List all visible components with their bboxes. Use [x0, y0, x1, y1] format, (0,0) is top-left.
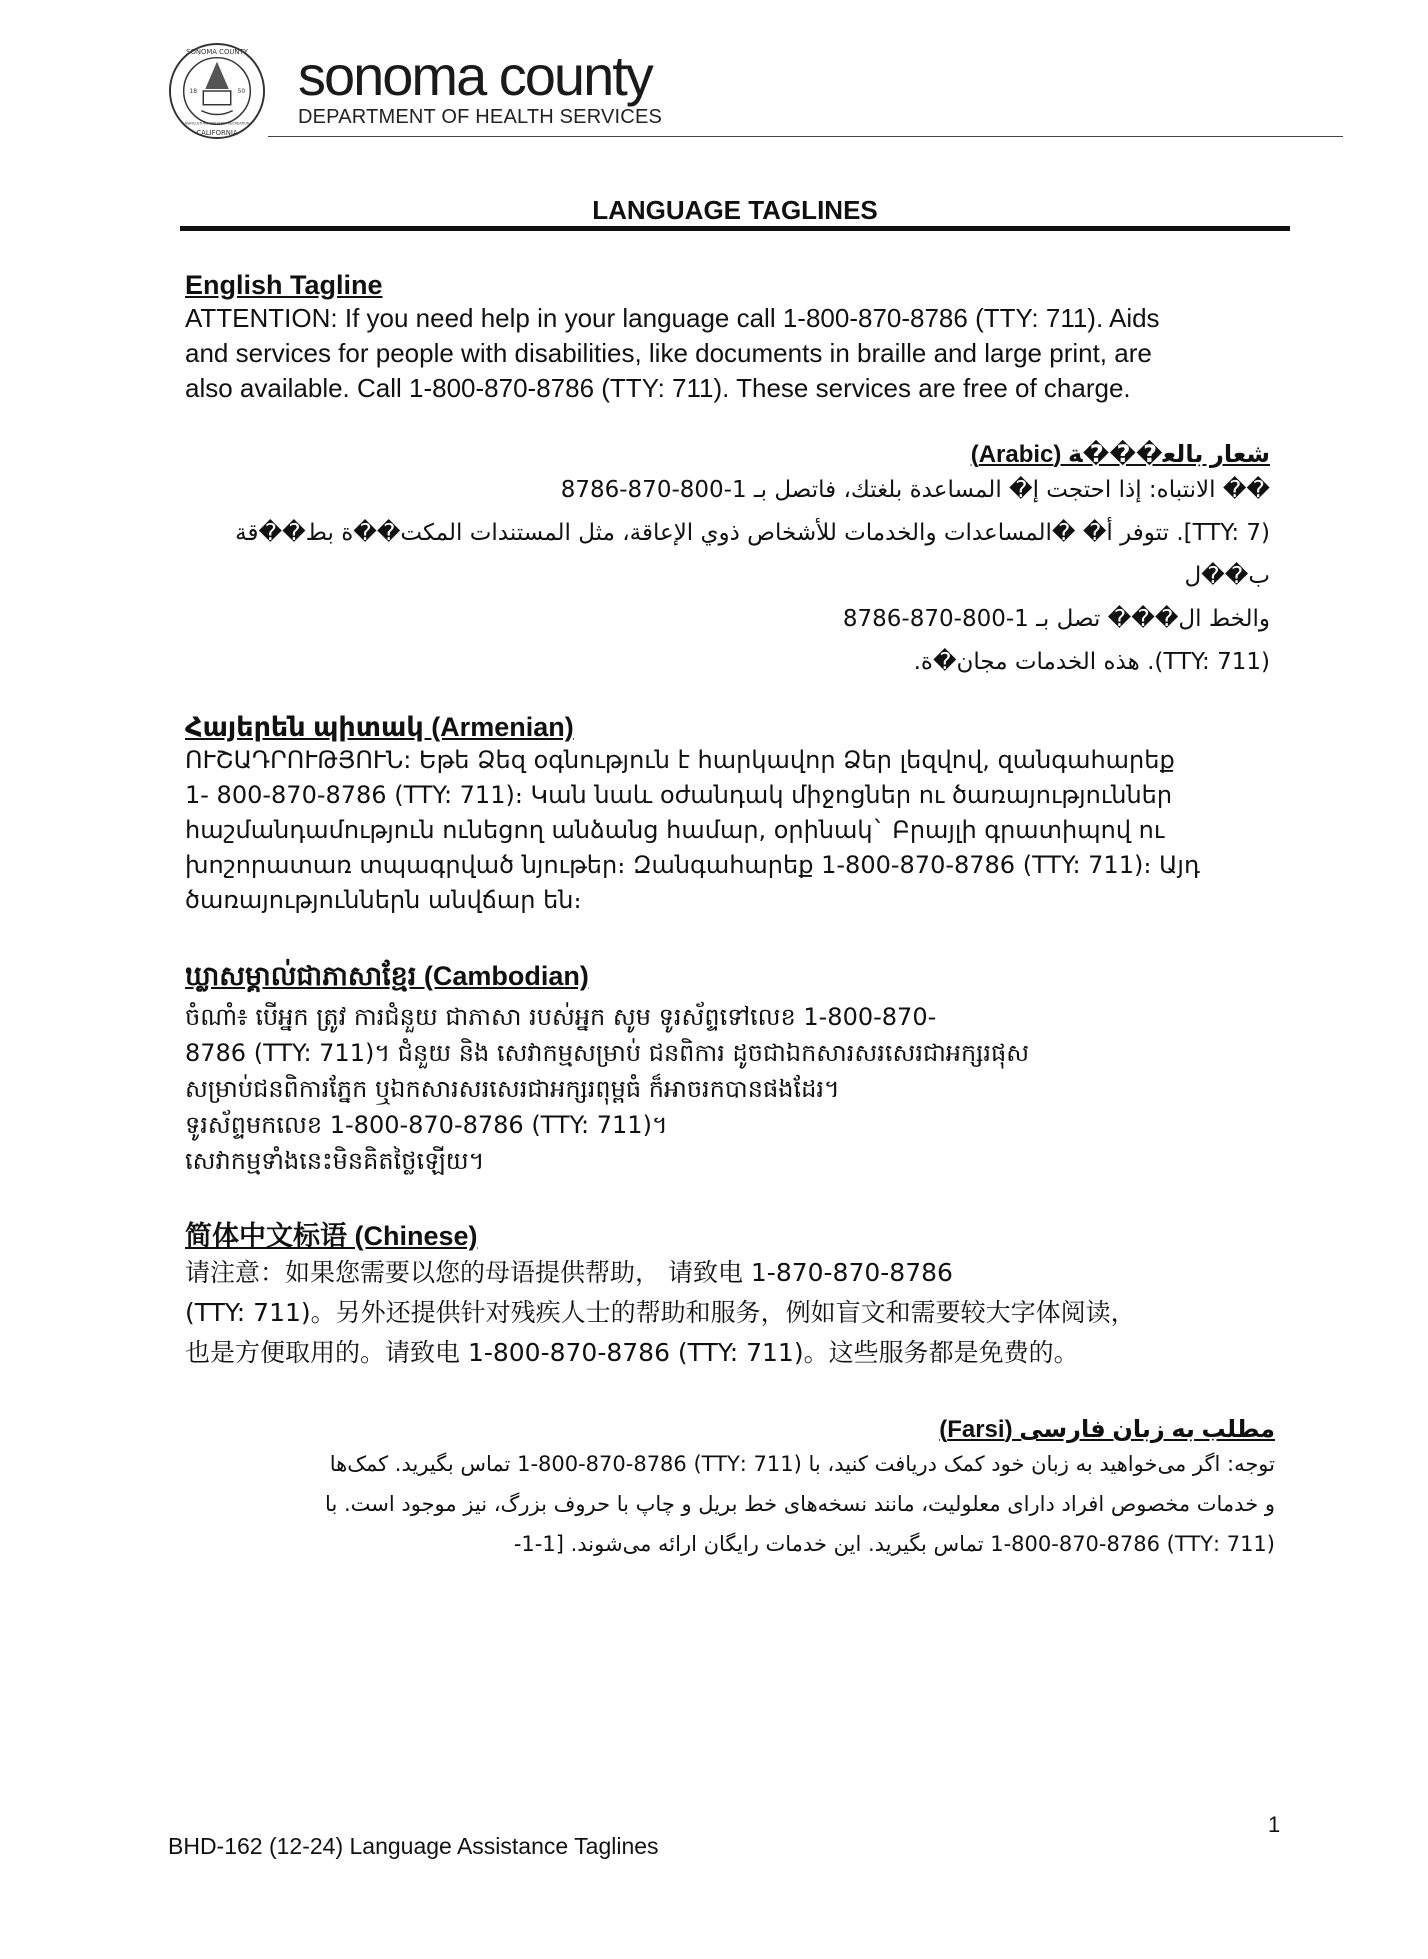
- header-divider: [268, 136, 1343, 137]
- chinese-heading: 简体中文标语 (Chinese): [185, 1221, 478, 1251]
- farsi-line: و خدمات مخصوص افراد دارای معلولیت، مانند نسخه‌های خط بریل و چاپ با حروف بزرگ، نیز موجود است. با: [325, 1492, 1275, 1516]
- cambodian-tagline-section: [185, 960, 1285, 1179]
- cambodian-line: សេវាកម្មទាំងនេះមិនគិតថ្លៃឡើយ។: [185, 1147, 485, 1175]
- seal-year-right: 50: [237, 88, 246, 95]
- english-line: and services for people with disabilities, like documents in braille and large print, are: [185, 338, 1152, 368]
- page-title: LANGUAGE TAGLINES: [592, 195, 878, 225]
- county-seal-icon: [168, 42, 266, 140]
- seal-bottom-text: CALIFORNIA: [196, 129, 238, 138]
- farsi-body: [210, 1444, 1275, 1564]
- armenian-line: հաշմանդամություն ունեցող անձանց համար, օրինակ` Բրայլի գրատիպով ու: [185, 816, 1165, 844]
- armenian-heading: Հայերեն պիտակ (Armenian): [185, 712, 574, 742]
- arabic-line: ب��ل: [1184, 563, 1270, 589]
- farsi-tagline-section: [210, 1415, 1275, 1564]
- arabic-line: �� الانتباه: إذا احتجت إ� المساعدة بلغتك، فاتصل بـ 1-800-870-8786: [560, 477, 1270, 503]
- english-body: [185, 301, 1285, 406]
- farsi-line: (711 :TTY) 1-800-870-8786 تماس بگیرید. این خدمات رایگان ارائه می‌شوند. [1-1-: [513, 1532, 1275, 1556]
- english-line: ATTENTION: If you need help in your language call 1-800-870-8786 (TTY: 711). Aids: [185, 303, 1160, 333]
- farsi-line: توجه: اگر می‌خواهید به زبان خود کمک دریافت کنید، با (711 :TTY) 1-800-870-8786 تماس بگیرید. کمک‌ها: [329, 1452, 1275, 1476]
- cambodian-body: [185, 999, 1285, 1179]
- armenian-line: խոշորատառ տպագրված նյութեր։ Զանգահարեք 1-800-870-8786 (TTY: 711)։ Այդ: [185, 851, 1200, 879]
- arabic-heading: ﺷﻌﺎر ﺑﺎﻟﻌ���ﺔ (Arabic): [970, 441, 1270, 468]
- arabic-line: (TTY: 7]. تتوفر أ� �المساعدات والخدمات للأشخاص ذوي الإعاقة، مثل المستندات المكت��ة بط��قة: [235, 520, 1270, 546]
- farsi-heading: مطلب به زبان فارسی (Farsi): [939, 1416, 1275, 1443]
- brand-block: [298, 44, 663, 129]
- chinese-tagline-section: [185, 1214, 1285, 1373]
- page-number: 1: [1268, 1812, 1281, 1837]
- arabic-tagline-section: [235, 440, 1270, 684]
- arabic-line: (TTY: 711). هذه الخدمات مجان�ة.: [913, 649, 1270, 675]
- armenian-tagline-section: [185, 712, 1285, 918]
- department-name: DEPARTMENT OF HEALTH SERVICES: [298, 106, 663, 128]
- chinese-body: [185, 1253, 1285, 1373]
- cambodian-heading: ឃ្លាសម្គាល់ជាភាសាខ្មែរ (Cambodian): [185, 961, 589, 991]
- title-divider: [180, 226, 1290, 231]
- seal-motto: AGRICULTURE INDUSTRY RECREATION: [184, 121, 250, 126]
- seal-top-text: SONOMA COUNTY: [186, 47, 248, 56]
- armenian-line: 1- 800-870-8786 (TTY: 711)։ Կան նաև օժանդակ միջոցներ ու ծառայություններ: [185, 781, 1173, 809]
- armenian-line: ծառայություններն անվճար են։: [185, 886, 582, 914]
- english-tagline-section: [185, 270, 1285, 406]
- english-heading: English Tagline: [185, 270, 383, 300]
- chinese-line: 也是方便取用的。请致电 1-800-870-8786 (TTY: 711)。这些服务都是免费的。: [185, 1338, 1079, 1367]
- arabic-body: [235, 469, 1270, 684]
- cambodian-line: ទូរស័ព្ទមកលេខ 1-800-870-8786 (TTY: 711)។: [185, 1111, 668, 1139]
- arabic-line: والخط ال��� تصل بـ 1-800-870-8786: [842, 606, 1270, 632]
- english-line: also available. Call 1-800-870-8786 (TTY: 711). These services are free of charge.: [185, 373, 1131, 403]
- chinese-line: 请注意：如果您需要以您的母语提供帮助， 请致电 1-870-870-8786: [185, 1258, 953, 1287]
- armenian-body: [185, 743, 1285, 918]
- cambodian-line: សម្រាប់ជនពិការភ្នែក ឬឯកសារសរសេរជាអក្សរពុម្ពធំ ក៏អាចរកបានផងដែរ។: [185, 1075, 840, 1103]
- brand-name: sonoma county: [298, 44, 652, 107]
- seal-year-left: 18: [189, 88, 198, 95]
- footer-doc-code: BHD-162 (12-24) Language Assistance Taglines: [168, 1833, 659, 1859]
- chinese-line: (TTY: 711)。另外还提供针对残疾人士的帮助和服务，例如盲文和需要较大字体阅读，: [185, 1298, 1136, 1327]
- page-header: [168, 30, 1340, 142]
- cambodian-line: ចំណាំ៖ បើអ្នក ត្រូវ ការជំនួយ ជាភាសា របស់អ្នក សូម ទូរស័ព្ទទៅលេខ 1-800-870-: [185, 1003, 937, 1031]
- armenian-line: ՈՒՇԱԴՐՈՒԹՅՈՒՆ: Եթե Ձեզ օգնություն է հարկավոր Ձեր լեզվով, զանգահարեք: [185, 746, 1175, 774]
- cambodian-line: 8786 (TTY: 711)។ ជំនួយ និង សេវាកម្មសម្រាប់ ជនពិការ ដូចជាឯកសារសរសេរជាអក្សរផុស: [185, 1039, 1030, 1067]
